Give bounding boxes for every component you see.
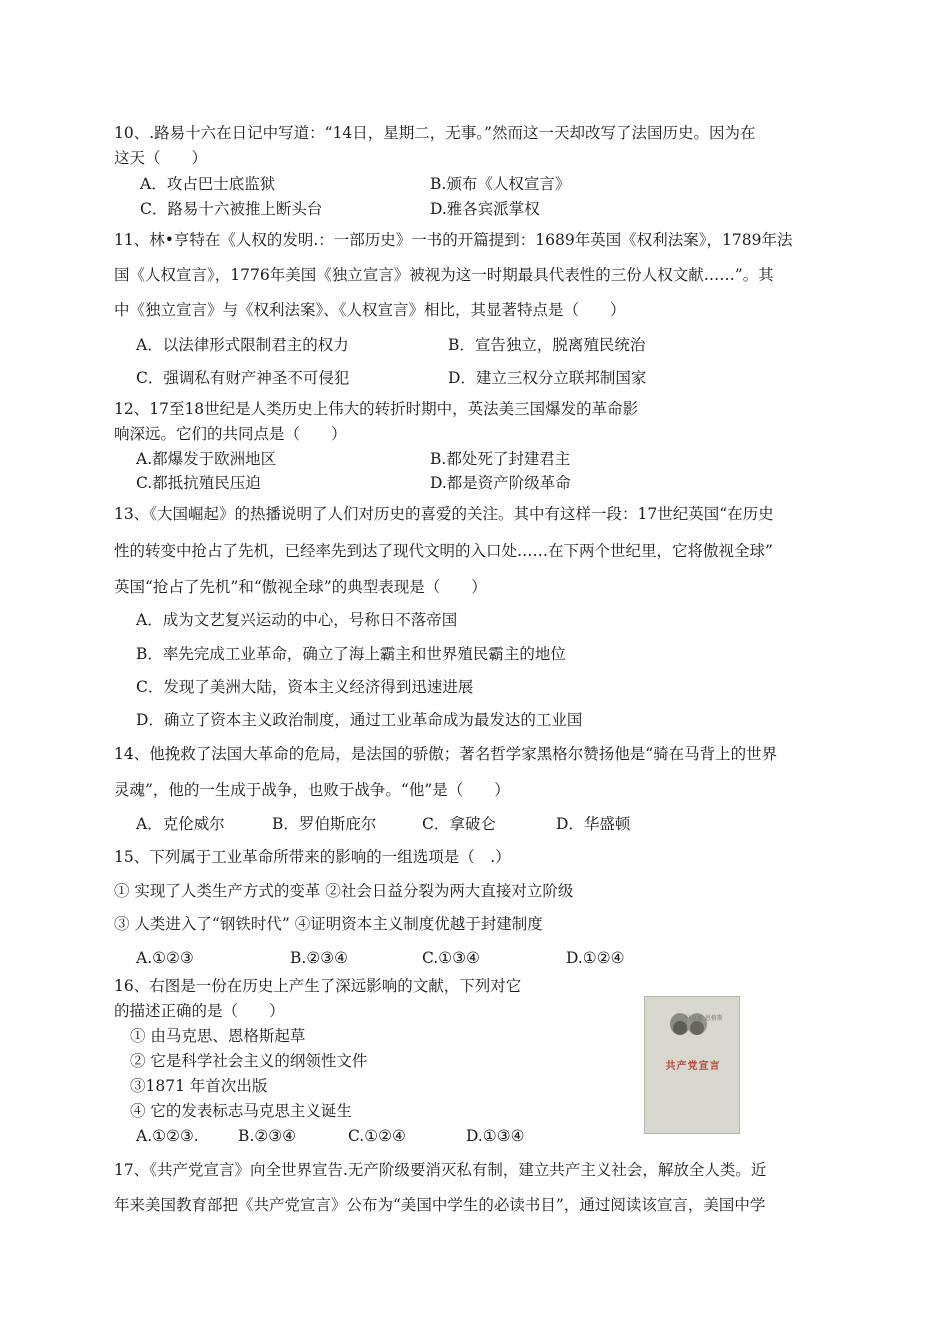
q16-option-b: B.②③④ bbox=[238, 1127, 297, 1145]
q10-stem-line1: 10、.路易十六在日记中写道：“14日，星期二，无事。”然而这一天却改写了法国历史。因为在 bbox=[114, 124, 756, 142]
communist-manifesto-cover-image bbox=[644, 996, 740, 1134]
q16-statement-2: ② 它是科学社会主义的纲领性文件 bbox=[130, 1052, 368, 1070]
q13-option-b: B．率先完成工业革命，确立了海上霸主和世界殖民霸主的地位 bbox=[136, 645, 566, 663]
q14-stem-line2: 灵魂”，他的一生成于战争，也败于战争。“他”是（ ） bbox=[114, 781, 510, 799]
q12-option-a: A.都爆发于欧洲地区 bbox=[136, 450, 277, 468]
q11-option-b: B．宣告独立，脱离殖民统治 bbox=[448, 336, 646, 354]
q16-option-a: A.①②③. bbox=[136, 1127, 199, 1145]
q15-option-d: D.①②④ bbox=[566, 949, 625, 967]
q14-stem-line1: 14、他挽救了法国大革命的危局，是法国的骄傲；著名哲学家黑格尔赞扬他是“骑在马背上的世界 bbox=[114, 745, 778, 763]
q16-statement-3: ③1871 年首次出版 bbox=[130, 1077, 268, 1095]
q13-option-a: A．成为文艺复兴运动的中心，号称日不落帝国 bbox=[136, 611, 458, 629]
q17-stem-line1: 17、《共产党宣言》向全世界宣告.无产阶级要消灭私有制，建立共产主义社会，解放全人类。近 bbox=[114, 1161, 767, 1179]
q16-statement-1: ① 由马克思、恩格斯起草 bbox=[130, 1027, 306, 1045]
q11-stem-line3: 中《独立宣言》与《权利法案》、《人权宣言》相比，其显著特点是（ ） bbox=[114, 301, 626, 319]
q13-stem-line3: 英国“抢占了先机”和“傲视全球”的典型表现是（ ） bbox=[114, 578, 487, 596]
q11-option-c: C．强调私有财产神圣不可侵犯 bbox=[136, 369, 350, 387]
q12-stem-line2: 响深远。它们的共同点是（ ） bbox=[114, 425, 347, 443]
q10-option-b: B.颁布《人权宣言》 bbox=[430, 175, 571, 193]
q12-stem-line1: 12、17至18世纪是人类历史上伟大的转折时期中，英法美三国爆发的革命影 bbox=[114, 400, 639, 418]
q13-option-c: C．发现了美洲大陆，资本主义经济得到迅速进展 bbox=[136, 678, 474, 696]
q12-option-c: C.都抵抗殖民压迫 bbox=[136, 474, 261, 492]
q12-option-b: B.都处死了封建君主 bbox=[430, 450, 571, 468]
q15-statement-3-4: ③ 人类进入了“钢铁时代” ④证明资本主义制度优越于封建制度 bbox=[114, 915, 543, 933]
q13-option-d: D．确立了资本主义政治制度，通过工业革命成为最发达的工业国 bbox=[136, 711, 583, 729]
cover-authors: 马克思 恩格斯 bbox=[685, 1015, 723, 1022]
q16-option-d: D.①③④ bbox=[466, 1127, 525, 1145]
q10-stem-line2: 这天（ ） bbox=[114, 149, 208, 167]
q15-option-a: A.①②③ bbox=[136, 949, 194, 967]
q15-option-c: C.①③④ bbox=[422, 949, 480, 967]
q11-option-a: A．以法律形式限制君主的权力 bbox=[136, 336, 349, 354]
q11-stem-line1: 11、林•亨特在《人权的发明.：一部历史》一书的开篇提到：1689年英国《权利法案》，1789年法 bbox=[114, 231, 793, 249]
q11-option-d: D．建立三权分立联邦制国家 bbox=[448, 369, 647, 387]
q15-stem-line1: 15、下列属于工业革命所带来的影响的一组选项是（ .） bbox=[114, 848, 511, 866]
q16-statement-4: ④ 它的发表标志马克思主义诞生 bbox=[130, 1102, 352, 1120]
q10-option-a: A．攻占巴士底监狱 bbox=[140, 175, 276, 193]
q16-stem-line2: 的描述正确的是（ ） bbox=[114, 1002, 285, 1020]
q10-option-c: C．路易十六被推上断头台 bbox=[140, 200, 323, 218]
cover-title: 共产党宣言 bbox=[665, 1061, 721, 1072]
q16-stem-line1: 16、右图是一份在历史上产生了深远影响的文献，下列对它 bbox=[114, 977, 522, 995]
q17-stem-line2: 年来美国教育部把《共产党宣言》公布为“美国中学生的必读书目”，通过阅读该宣言，美国中学 bbox=[114, 1196, 766, 1214]
q14-option-a: A．克伦威尔 bbox=[136, 815, 225, 833]
q13-stem-line2: 性的转变中抢占了先机，已经率先到达了现代文明的入口处……在下两个世纪里，它将傲视全球” bbox=[114, 542, 773, 560]
q11-stem-line2: 国《人权宣言》，1776年美国《独立宣言》被视为这一时期最具代表性的三份人权文献……”。其 bbox=[114, 266, 774, 284]
q12-option-d: D.都是资产阶级革命 bbox=[430, 474, 571, 492]
q14-option-d: D．华盛顿 bbox=[556, 815, 631, 833]
q10-option-d: D.雅各宾派掌权 bbox=[430, 200, 540, 218]
q14-option-b: B．罗伯斯庇尔 bbox=[272, 815, 377, 833]
q16-option-c: C.①②④ bbox=[348, 1127, 406, 1145]
q14-option-c: C．拿破仑 bbox=[422, 815, 496, 833]
q15-statement-1-2: ① 实现了人类生产方式的变革 ②社会日益分裂为两大直接对立阶级 bbox=[114, 882, 574, 900]
q13-stem-line1: 13、《大国崛起》的热播说明了人们对历史的喜爱的关注。其中有这样一段：17世纪英国“在历史 bbox=[114, 505, 774, 523]
q15-option-b: B.②③④ bbox=[290, 949, 349, 967]
